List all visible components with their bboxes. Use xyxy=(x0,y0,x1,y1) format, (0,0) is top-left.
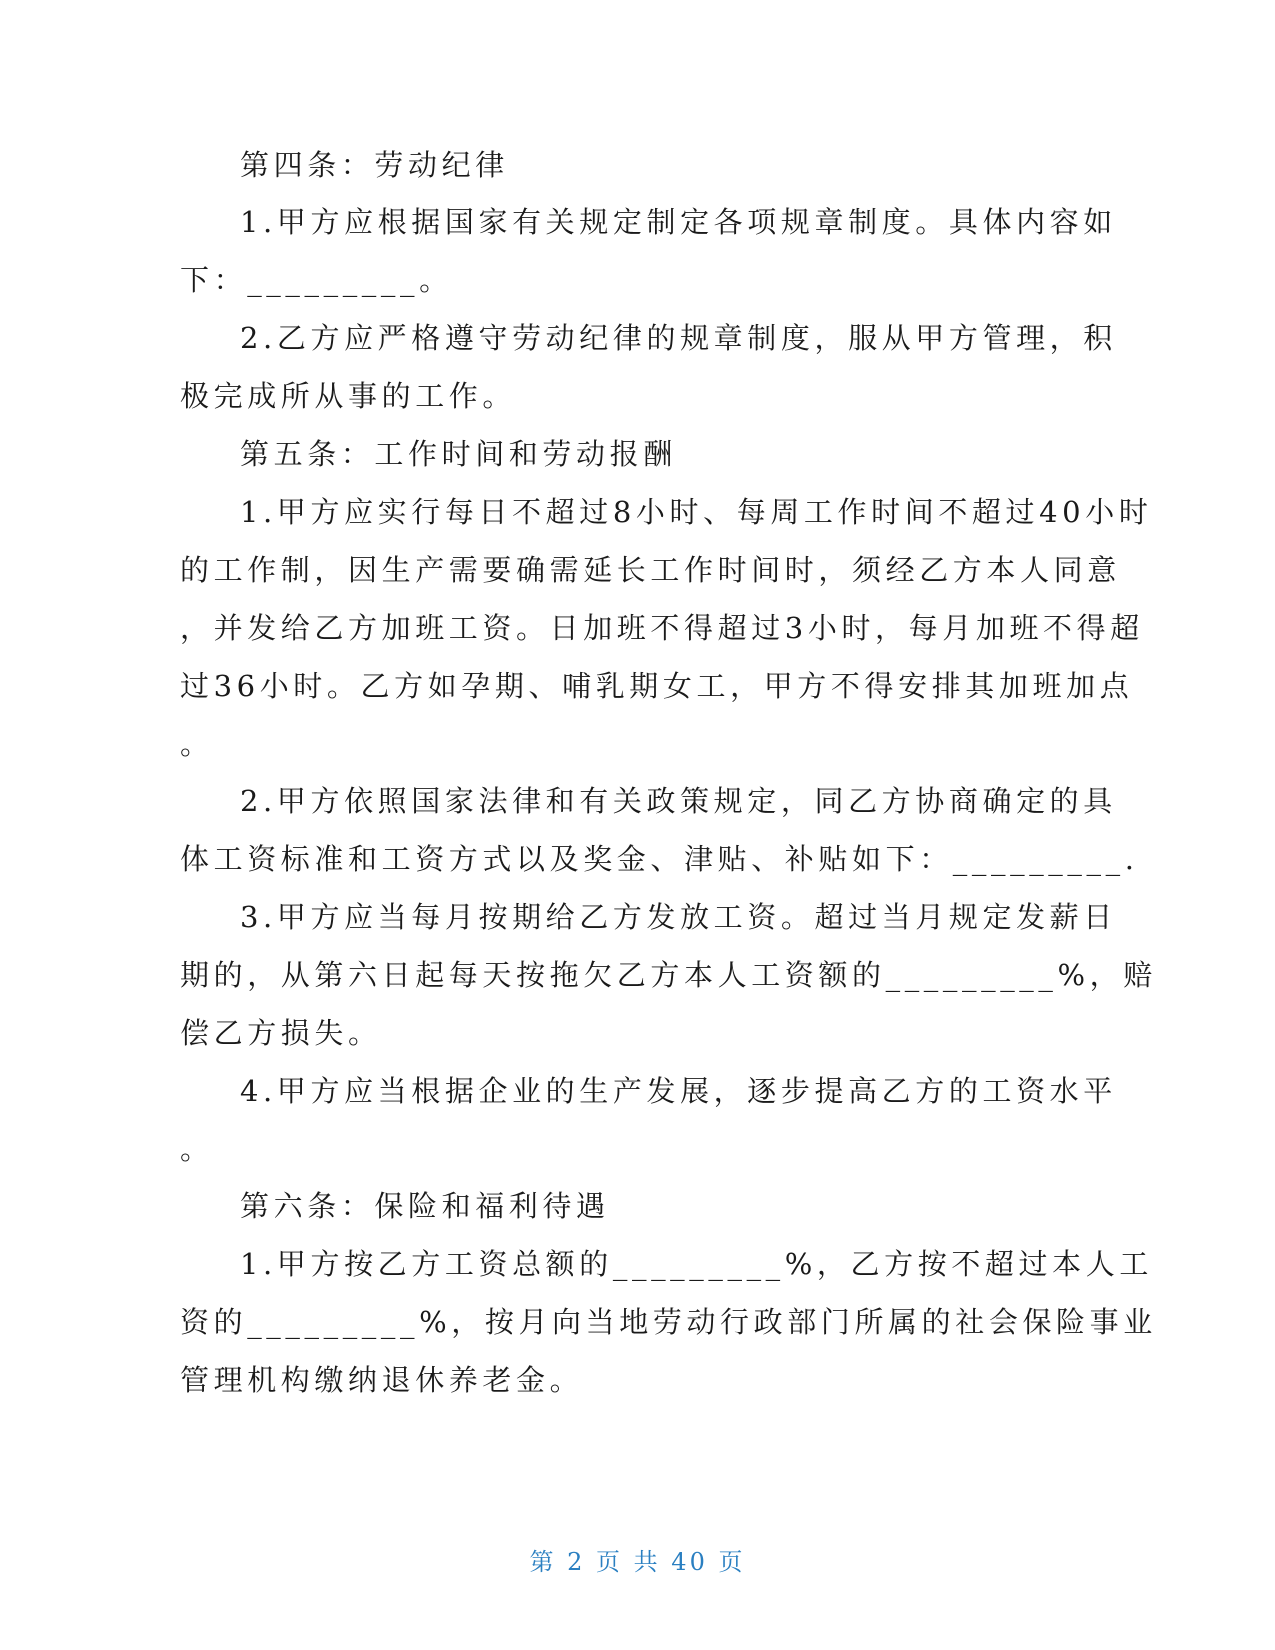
paragraph-line: 资的_________%，按月向当地劳动行政部门所属的社会保险事业 xyxy=(180,1305,1157,1339)
paragraph-line: 2.乙方应严格遵守劳动纪律的规章制度，服从甲方管理，积 xyxy=(240,321,1117,355)
paragraph-line: ，并发给乙方加班工资。日加班不得超过3小时，每月加班不得超 xyxy=(180,611,1144,645)
paragraph-line: 的工作制，因生产需要确需延长工作时间时，须经乙方本人同意 xyxy=(180,553,1121,587)
paragraph-line: 1.甲方应实行每日不超过8小时、每周工作时间不超过40小时 xyxy=(240,495,1153,529)
article-heading-5: 第五条：工作时间和劳动报酬 xyxy=(240,437,677,471)
article-heading-6: 第六条：保险和福利待遇 xyxy=(240,1189,610,1223)
paragraph-line: 2.甲方依照国家法律和有关政策规定，同乙方协商确定的具 xyxy=(240,784,1117,818)
paragraph-line: 偿乙方损失。 xyxy=(180,1016,382,1050)
paragraph-line: 4.甲方应当根据企业的生产发展，逐步提高乙方的工资水平 xyxy=(240,1074,1117,1108)
paragraph-line: 过36小时。乙方如孕期、哺乳期女工，甲方不得安排其加班加点 xyxy=(180,669,1134,703)
paragraph-line: 期的，从第六日起每天按拖欠乙方本人工资额的_________%，赔 xyxy=(180,958,1157,992)
page-number-footer: 第 2 页 共 40 页 xyxy=(529,1548,746,1576)
paragraph-line: 。 xyxy=(180,1132,214,1166)
paragraph-line: 3.甲方应当每月按期给乙方发放工资。超过当月规定发薪日 xyxy=(240,900,1117,934)
paragraph-line: 1.甲方应根据国家有关规定制定各项规章制度。具体内容如 xyxy=(240,205,1117,239)
paragraph-line: 管理机构缴纳退休养老金。 xyxy=(180,1363,584,1397)
paragraph-line: 。 xyxy=(180,727,214,761)
article-heading-4: 第四条：劳动纪律 xyxy=(240,148,509,182)
paragraph-line: 下：_________。 xyxy=(180,263,453,297)
paragraph-line: 1.甲方按乙方工资总额的_________%，乙方按不超过本人工 xyxy=(240,1247,1153,1281)
paragraph-line: 极完成所从事的工作。 xyxy=(180,379,517,413)
paragraph-line: 体工资标准和工资方式以及奖金、津贴、补贴如下：_________. xyxy=(180,842,1139,876)
